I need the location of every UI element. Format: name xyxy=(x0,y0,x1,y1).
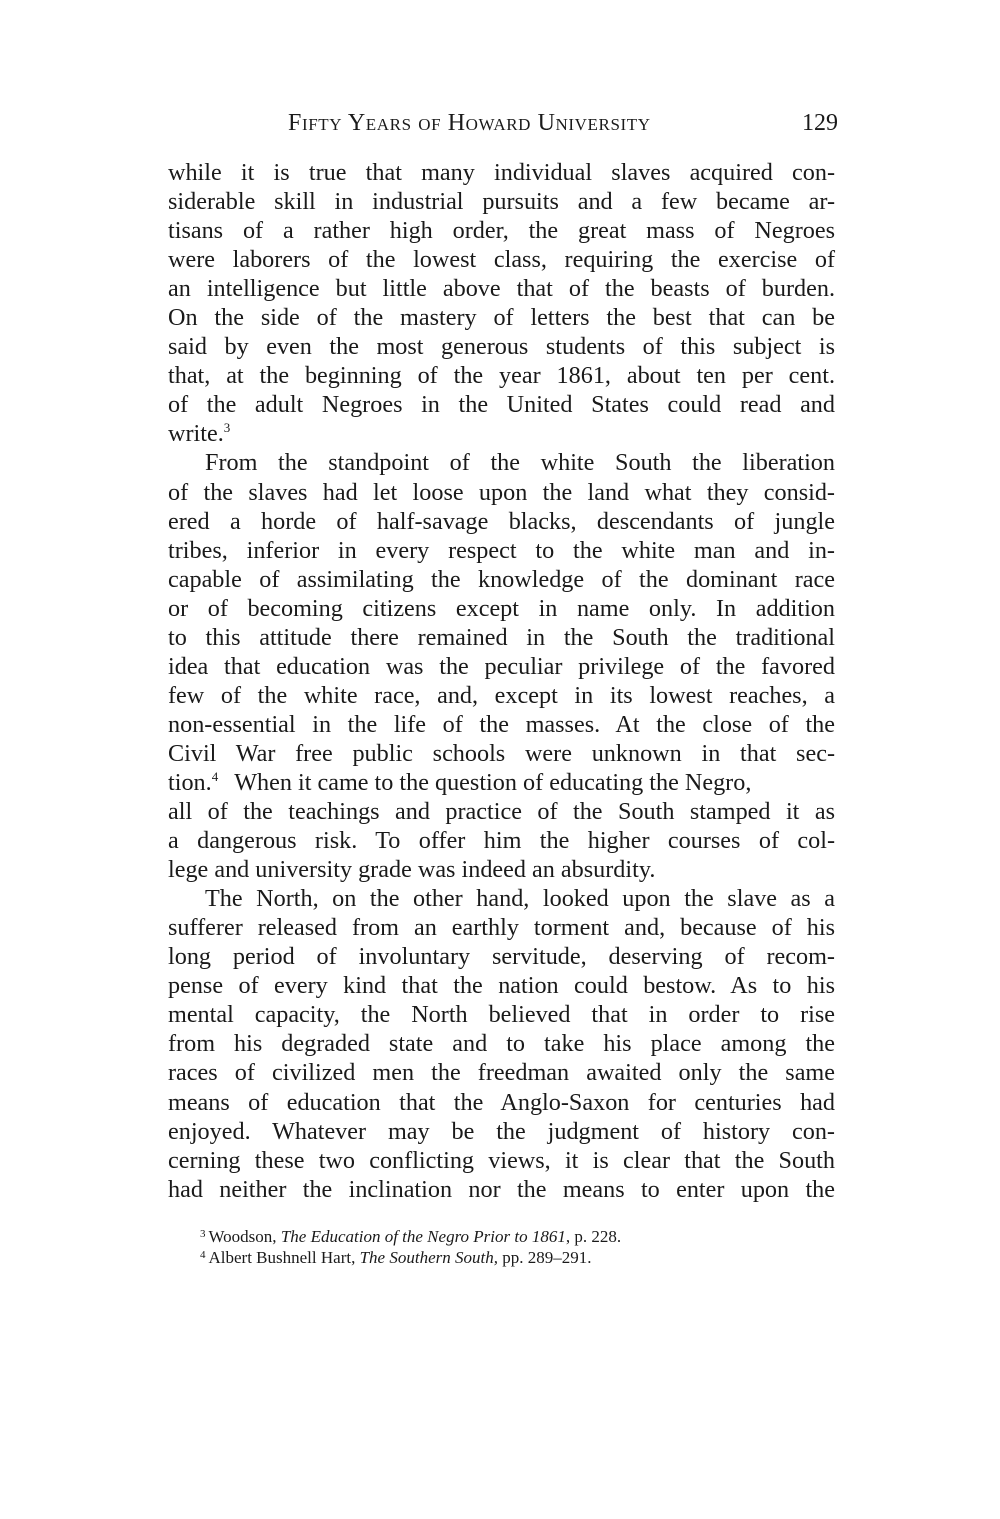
text-line: cerning these two conflicting views, it is clear that the South xyxy=(168,1146,835,1174)
text-line xyxy=(168,419,835,448)
footnote-citation: pp. 289–291. xyxy=(497,1248,592,1267)
text-line: siderable skill in industrial pursuits and a few became ar- xyxy=(168,188,835,216)
text-line: an intelligence but little above that of the beasts of burden. xyxy=(168,275,835,303)
footnote-4 xyxy=(200,1247,760,1268)
text-line: that, at the beginning of the year 1861, about ten per cent. xyxy=(168,362,835,390)
body-text xyxy=(168,158,835,1204)
page-number: 129 xyxy=(802,110,838,136)
text-line: capable of assimilating the knowledge of the dominant race xyxy=(168,565,835,593)
text-line: while it is true that many individual slaves acquired con- xyxy=(168,159,835,186)
text-line: enjoyed. Whatever may be the judgment of history con- xyxy=(168,1117,835,1145)
text-line: tisans of a rather high order, the great mass of Negroes xyxy=(168,217,835,245)
text-line: sufferer released from an earthly torment and, because of his xyxy=(168,914,835,942)
text-line: Civil War free public schools were unknown in that sec- xyxy=(168,739,835,767)
text-line: From the standpoint of the white South the liberation xyxy=(205,449,835,477)
text-line: few of the white race, and, except in its lowest reaches, a xyxy=(168,681,835,709)
footnote-reference[interactable]: 4 xyxy=(211,768,219,784)
text-line: all of the teachings and practice of the South stamped it as xyxy=(168,798,835,826)
footnote-marker: 3 xyxy=(200,1228,206,1240)
text-line: races of civilized men the freedman awaited only the same xyxy=(168,1059,835,1087)
running-title: Fifty Years of Howard University xyxy=(288,110,651,136)
text-line: means of education that the Anglo-Saxon for centuries had xyxy=(168,1088,835,1116)
footnote-3 xyxy=(200,1226,760,1247)
footnote-title: The Southern South, xyxy=(359,1248,498,1267)
text-line: lege and university grade was indeed an absurdity. xyxy=(168,856,656,884)
text-line: non-essential in the life of the masses. At the close of the xyxy=(168,710,835,738)
text-line: were laborers of the lowest class, requiring the exercise of xyxy=(168,246,835,274)
footnote-author: Albert Bushnell Hart, xyxy=(208,1248,360,1267)
text-line: had neither the inclination nor the means to enter upon the xyxy=(168,1175,835,1203)
text-line: said by even the most generous students of this subject is xyxy=(168,333,835,361)
text-line: from his degraded state and to take his place among the xyxy=(168,1030,835,1058)
footnote-marker: 4 xyxy=(200,1249,206,1261)
text-line: ered a horde of half-savage blacks, descendants of jungle xyxy=(168,507,835,535)
text-line: of the adult Negroes in the United States could read and xyxy=(168,391,835,419)
footnote-title: The Education of the Negro Prior to 1861 xyxy=(280,1227,566,1246)
text-line-content: When it came to the question of educating the Negro, xyxy=(234,768,752,796)
footnotes xyxy=(200,1226,760,1268)
running-head xyxy=(288,110,838,142)
text-line: of the slaves had let loose upon the land what they consid- xyxy=(168,478,835,506)
text-line: idea that education was the peculiar privilege of the favored xyxy=(168,652,835,680)
text-line: mental capacity, the North believed that in order to rise xyxy=(168,1001,835,1029)
text-line: or of becoming citizens except in name only. In addition xyxy=(168,594,835,622)
text-line-content: tion. xyxy=(168,768,212,796)
text-line-content: write. xyxy=(168,420,224,448)
footnote-reference[interactable]: 3 xyxy=(223,420,231,436)
text-line: to this attitude there remained in the South the traditional xyxy=(168,623,835,651)
text-line: The North, on the other hand, looked upon the slave as a xyxy=(205,885,835,913)
text-line: pense of every kind that the nation could bestow. As to his xyxy=(168,972,835,1000)
footnote-citation: , p. 228. xyxy=(565,1227,622,1246)
text-line: long period of involuntary servitude, deserving of recom- xyxy=(168,943,835,971)
text-line: On the side of the mastery of letters the best that can be xyxy=(168,304,835,332)
text-line: a dangerous risk. To offer him the higher courses of col- xyxy=(168,827,835,855)
footnote-author: Woodson, xyxy=(208,1227,281,1246)
text-line xyxy=(168,768,835,797)
text-line: tribes, inferior in every respect to the white man and in- xyxy=(168,536,835,564)
